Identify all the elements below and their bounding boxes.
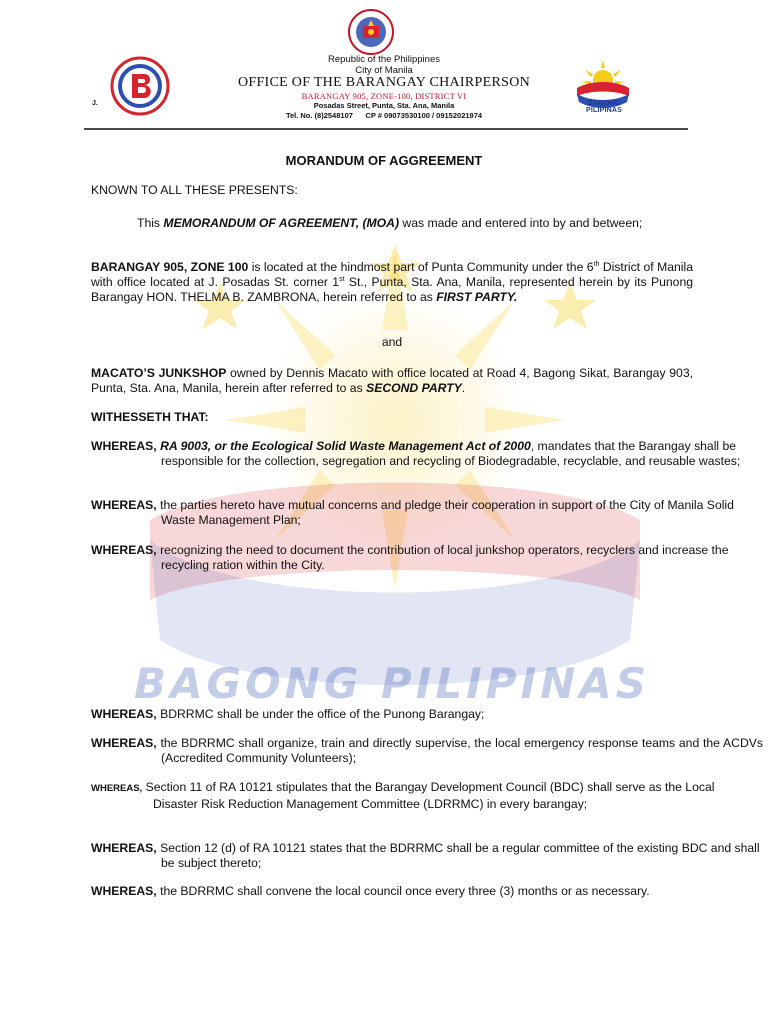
header-city: City of Manila [355,65,413,76]
city-of-manila-seal-icon [347,8,395,56]
whereas-clause-3: WHEREAS, recognizing the need to document the contribution of local junkshop operators, recyclers and increase the recycling ration within the City. [91,543,729,572]
whereas-clause-4: WHEREAS, BDRRMC shall be under the office of the Punong Barangay; [91,707,485,721]
header-telephone: Tel. No. (8)2548107 CP # 09073530100 / 09152021974 [285,111,483,120]
whereas-clause-5: WHEREAS, the BDRRMC shall organize, train and directly supervise, the local emergency response teams and the ACDVs (Accredited Community Volunteers); [91,736,763,765]
paragraph-and: and [381,335,403,349]
header-barangay: BARANGAY 905, ZONE-100, DISTRICT VI [301,91,467,101]
witnesseth-heading: WITHESSETH THAT: [91,410,209,424]
header-republic: Republic of the Philippines [328,54,440,65]
whereas-clause-7: WHEREAS, Section 12 (d) of RA 10121 states that the BDRRMC shall be a regular committee of the existing BDC and shall be subject thereto; [91,841,760,870]
whereas-clause-2: WHEREAS, the parties hereto have mutual concerns and pledge their cooperation in support of the City of Manila Solid Waste Management Plan; [91,498,734,527]
header-address: Posadas Street, Punta, Sta. Ana, Manila [313,101,455,110]
whereas-clause-8: WHEREAS, the BDRRMC shall convene the local council once every three (3) months or as necessary. [91,884,650,898]
watermark-text: BAGONG PILIPINAS [133,659,651,708]
right-logo-caption: BAGONG PILIPINAS [585,100,623,114]
paragraph-first-party: BARANGAY 905, ZONE 100 is located at the hindmost part of Punta Community under the 6th District of Manila with office located at J. Posadas St. corner 1st St., Punta, Sta. Ana, Manila, represented herein by its Punong Barangay HON. THELMA B. ZAMBRONA, herein referred to as FIRST PARTY. [91,260,693,304]
known-to-all: KNOWN TO ALL THESE PRESENTS: [91,183,298,197]
letterhead [0,0,768,130]
paragraph-second-party: MACATO’S JUNKSHOP owned by Dennis Macato with office located at Road 4, Bagong Sikat, Barangay 903, Punta, Sta. Ana, Manila, herein after referred to as SECOND PARTY. [91,366,693,395]
document-title: MORANDUM OF AGGREEMENT [285,153,483,168]
whereas-clause-1: WHEREAS, RA 9003, or the Ecological Solid Waste Management Act of 2000, mandates that the Barangay shall be responsible for the collection, segregation and recycling of Biodegradable, recyclable, and reusable wastes; [91,439,741,468]
paragraph-moa-intro: This MEMORANDUM OF AGREEMENT, (MOA) was made and entered into by and between; [137,216,643,230]
header-office: OFFICE OF THE BARANGAY CHAIRPERSON [237,75,531,90]
whereas-clause-6: WHEREAS, Section 11 of RA 10121 stipulates that the Barangay Development Council (BDC) shall serve as the Local Disaster Risk Reduction Management Committee (LDRRMC) in every barangay; [91,780,715,811]
left-mark: J. [92,100,98,107]
header-divider [84,128,688,130]
